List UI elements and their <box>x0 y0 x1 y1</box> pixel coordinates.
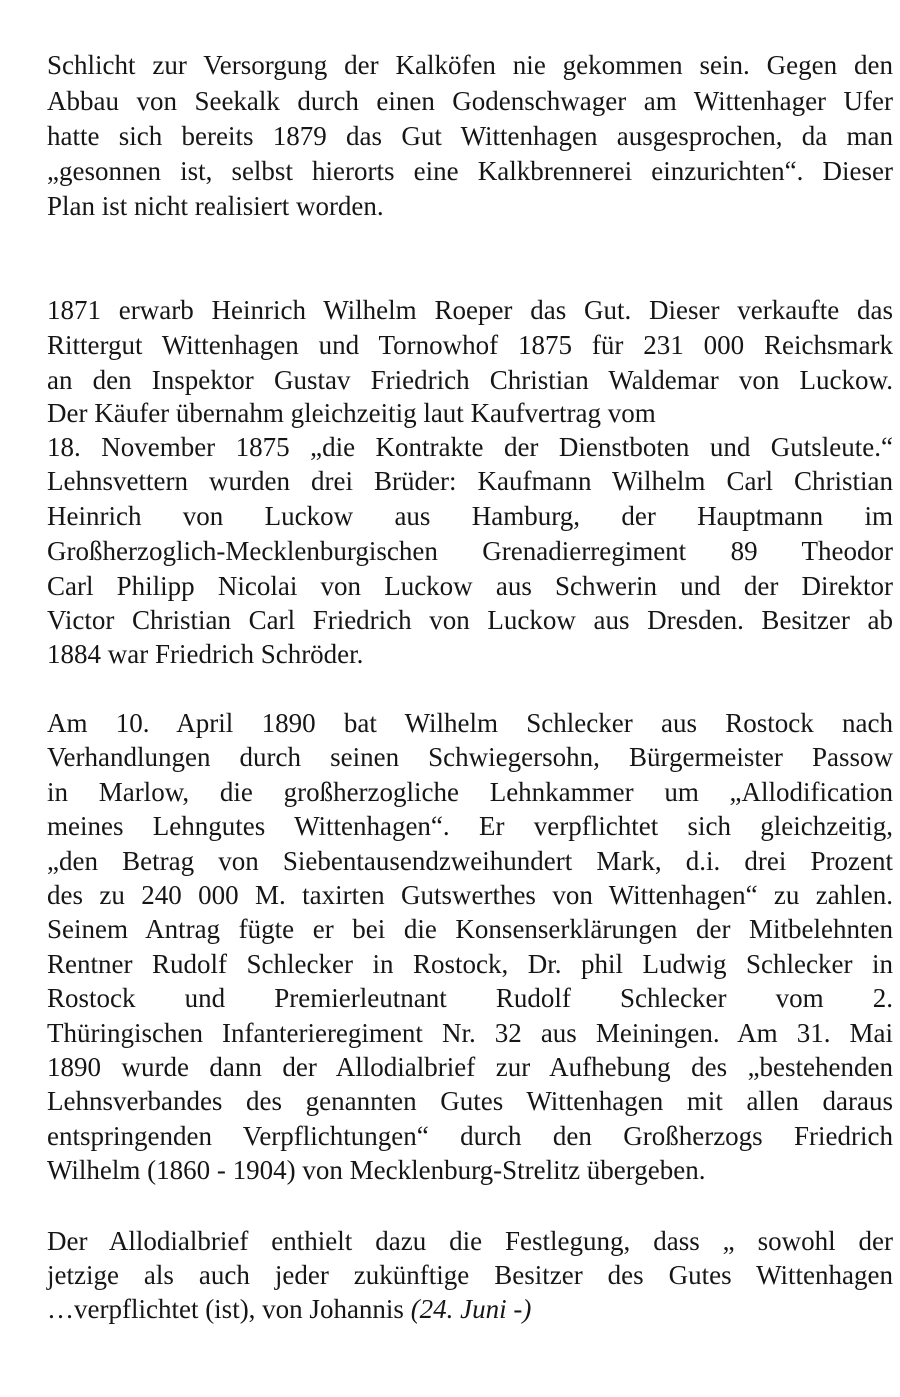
text-line: des zu 240 000 M. taxirten Gutswerthes von Wittenhagen“ zu zahlen. <box>47 880 893 910</box>
text-line: Plan ist nicht realisiert worden. <box>47 191 384 221</box>
text-line: Am 10. April 1890 bat Wilhelm Schlecker aus Rostock nach <box>47 708 893 738</box>
text-line-segment: …verpflichtet (ist), von Johannis <box>47 1294 404 1324</box>
text-line: Der Allodialbrief enthielt dazu die Festlegung, dass „ sowohl der <box>47 1226 893 1256</box>
text-line: Der Käufer übernahm gleichzeitig laut Kaufvertrag vom <box>47 398 656 428</box>
text-line: Lehnsvettern wurden drei Brüder: Kaufmann Wilhelm Carl Christian <box>47 466 893 496</box>
text-line: Victor Christian Carl Friedrich von Luckow aus Dresden. Besitzer ab <box>47 605 893 635</box>
italic-date-note: (24. Juni -) <box>410 1294 532 1324</box>
text-line: entspringenden Verpflichtungen“ durch den Großherzogs Friedrich <box>47 1121 893 1151</box>
text-line: meines Lehngutes Wittenhagen“. Er verpflichtet sich gleichzeitig, <box>47 811 893 841</box>
text-line: Thüringischen Infanterieregiment Nr. 32 aus Meiningen. Am 31. Mai <box>47 1018 893 1048</box>
text-line: Rostock und Premierleutnant Rudolf Schlecker vom 2. <box>47 983 893 1013</box>
text-line: Großherzoglich-Mecklenburgischen Grenadierregiment 89 Theodor <box>47 536 893 566</box>
text-line: hatte sich bereits 1879 das Gut Wittenhagen ausgesprochen, da man <box>47 121 893 151</box>
text-line: „gesonnen ist, selbst hierorts eine Kalkbrennerei einzurichten“. Dieser <box>47 156 893 186</box>
text-line: 1890 wurde dann der Allodialbrief zur Aufhebung des „bestehenden <box>47 1052 893 1082</box>
text-line: Lehnsverbandes des genannten Gutes Wittenhagen mit allen daraus <box>47 1086 893 1116</box>
text-line: Abbau von Seekalk durch einen Godenschwager am Wittenhager Ufer <box>47 86 893 116</box>
text-line: 1884 war Friedrich Schröder. <box>47 639 364 669</box>
text-line: Carl Philipp Nicolai von Luckow aus Schwerin und der Direktor <box>47 571 893 601</box>
text-line: Wilhelm (1860 - 1904) von Mecklenburg-Strelitz übergeben. <box>47 1155 706 1185</box>
text-line: jetzige als auch jeder zukünftige Besitzer des Gutes Wittenhagen <box>47 1260 893 1290</box>
text-line: 1871 erwarb Heinrich Wilhelm Roeper das Gut. Dieser verkaufte das <box>47 295 893 325</box>
text-line: Rentner Rudolf Schlecker in Rostock, Dr. phil Ludwig Schlecker in <box>47 949 893 979</box>
text-line: Rittergut Wittenhagen und Tornowhof 1875 für 231 000 Reichsmark <box>47 330 893 360</box>
text-line: Schlicht zur Versorgung der Kalköfen nie gekommen sein. Gegen den <box>47 50 893 80</box>
text-line: Heinrich von Luckow aus Hamburg, der Hauptmann im <box>47 501 893 531</box>
text-line: an den Inspektor Gustav Friedrich Christian Waldemar von Luckow. <box>47 365 893 395</box>
text-line: in Marlow, die großherzogliche Lehnkammer um „Allodification <box>47 777 893 807</box>
text-line: Verhandlungen durch seinen Schwiegersohn, Bürgermeister Passow <box>47 742 893 772</box>
text-line: 18. November 1875 „die Kontrakte der Dienstboten und Gutsleute.“ <box>47 432 893 462</box>
text-line: Seinem Antrag fügte er bei die Konsenserklärungen der Mitbelehnten <box>47 914 893 944</box>
text-line <box>47 1294 531 1325</box>
text-line: „den Betrag von Siebentausendzweihundert Mark, d.i. drei Prozent <box>47 846 893 876</box>
